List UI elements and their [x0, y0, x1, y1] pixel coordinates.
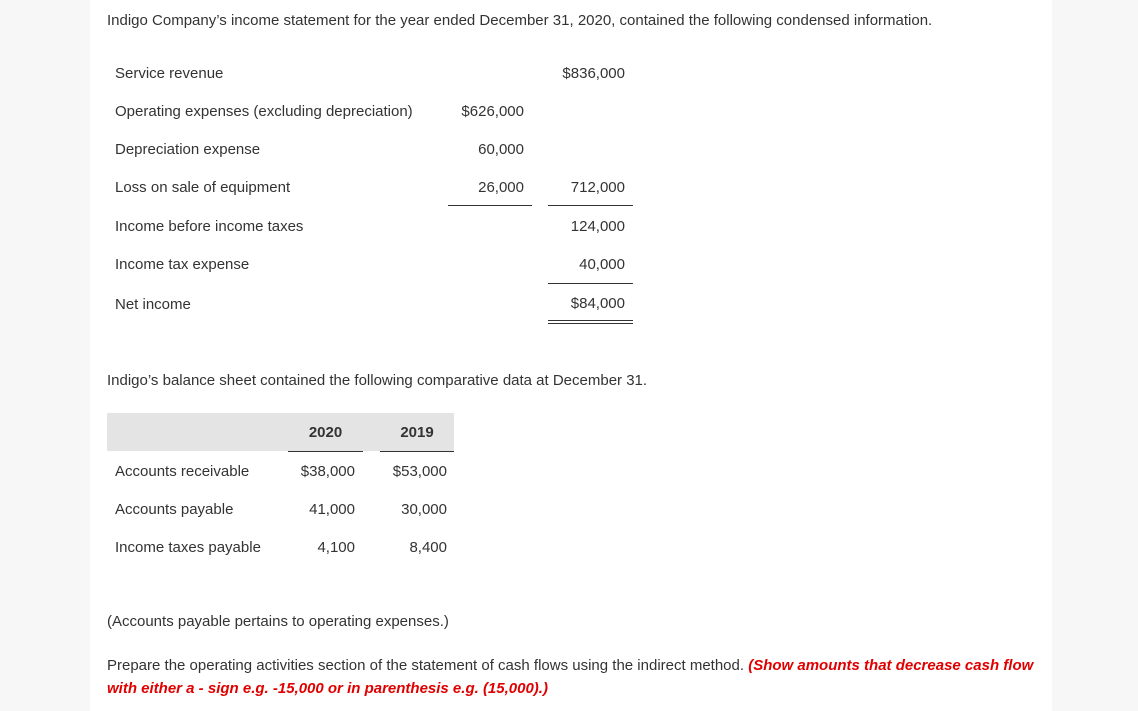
table-row-label: Accounts receivable: [115, 463, 250, 480]
net-income-value: $84,000: [570, 295, 625, 312]
loss-on-sale-value: 26,000: [478, 179, 524, 196]
table-cell-2019: 30,000: [401, 501, 447, 518]
depreciation-value: 60,000: [478, 141, 524, 158]
subtotal-rule-col2: [548, 205, 633, 206]
income-tax-expense-label: Income tax expense: [115, 256, 250, 273]
service-revenue-value: $836,000: [562, 65, 625, 82]
net-income-label: Net income: [115, 296, 191, 313]
header-2020: 2020: [308, 424, 343, 441]
header-2019: 2019: [400, 424, 434, 441]
service-revenue-label: Service revenue: [115, 65, 224, 82]
instruction-hint-2: with either a - sign e.g. -15,000 or in parenthesis e.g. (15,000).): [107, 680, 548, 697]
depreciation-label: Depreciation expense: [115, 141, 261, 158]
header-rule-2019: [380, 451, 454, 452]
table-row-label: Accounts payable: [115, 501, 234, 518]
operating-expenses-label: Operating expenses (excluding depreciation): [115, 103, 413, 120]
tax-rule: [548, 283, 633, 284]
table-cell-2020: 4,100: [317, 539, 355, 556]
table-cell-2019: $53,000: [392, 463, 447, 480]
table-cell-2019: 8,400: [409, 539, 447, 556]
header-rule-2020: [288, 451, 363, 452]
table-cell-2020: 41,000: [309, 501, 355, 518]
loss-on-sale-label: Loss on sale of equipment: [115, 179, 291, 196]
net-income-double-rule: [548, 320, 633, 324]
table-row-label: Income taxes payable: [115, 539, 261, 556]
intro-text: Indigo Company’s income statement for the year ended December 31, 2020, contained the following condensed information.: [107, 12, 933, 29]
instruction-hint-1: (Show amounts that decrease cash flow: [748, 657, 1034, 674]
income-before-taxes-label: Income before income taxes: [115, 218, 304, 235]
balance-intro-text: Indigo’s balance sheet contained the following comparative data at December 31.: [107, 372, 648, 389]
instruction-line-1: [107, 657, 1033, 674]
total-expenses-value: 712,000: [570, 179, 625, 196]
table-cell-2020: $38,000: [300, 463, 355, 480]
operating-expenses-value: $626,000: [461, 103, 524, 120]
income-tax-expense-value: 40,000: [579, 256, 625, 273]
subtotal-rule-col1: [448, 205, 532, 206]
income-before-taxes-value: 124,000: [570, 218, 625, 235]
instruction-text: Prepare the operating activities section of the statement of cash flows using the indirect method.: [107, 657, 745, 674]
note-text: (Accounts payable pertains to operating expenses.): [107, 613, 449, 630]
